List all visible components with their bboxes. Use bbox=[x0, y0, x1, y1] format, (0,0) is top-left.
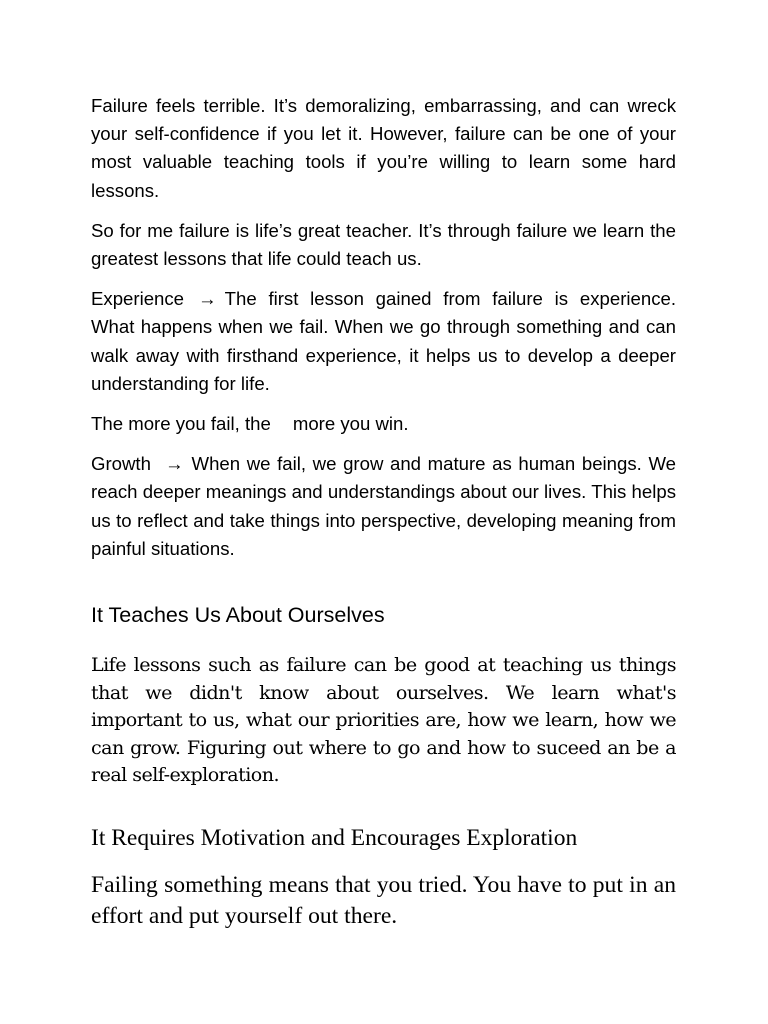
document-body bbox=[91, 92, 676, 932]
more-you-fail-text: The more you fail, the bbox=[91, 413, 271, 435]
paragraph-life-lessons: Life lessons such as failure can be good at teaching us things that we didn't know about ourselves. We learn what's important to us, what our priorities are, how we learn, how we can grow. Figuring out where to go and how to suceed an be a real self-exploration. bbox=[91, 653, 676, 787]
experience-text: The first lesson gained from failure is experience. What happens when we fail. When we go through something and can walk away with firsthand experience, it helps us to develop a deeper understanding for life. bbox=[91, 288, 676, 394]
paragraph-growth bbox=[91, 450, 676, 563]
experience-label: Experience bbox=[91, 288, 185, 310]
arrow-right-icon: → bbox=[198, 288, 217, 310]
heading-teaches-us-about-ourselves: It Teaches Us About Ourselves bbox=[91, 603, 385, 628]
paragraph-life-great-teacher: So for me failure is life’s great teacher. It’s through failure we learn the greatest lessons that life could teach us. bbox=[91, 219, 676, 270]
paragraph-failure-feels-terrible: Failure feels terrible. It’s demoralizing, embarrassing, and can wreck your self-confidence if you let it. However, failure can be one of your most valuable teaching tools if you’re willing to learn some hard lessons. bbox=[91, 95, 676, 201]
heading-requires-motivation: It Requires Motivation and Encourages Exploration bbox=[91, 824, 578, 851]
paragraph-failing-something: Failing something means that you tried. You have to put in an effort and put yourself out there. bbox=[91, 871, 676, 929]
paragraph-more-you-fail bbox=[91, 410, 676, 438]
paragraph-experience bbox=[91, 285, 676, 398]
growth-text: When we fail, we grow and mature as human beings. We reach deeper meanings and understandings about our lives. This helps us to reflect and take things into perspective, developing meaning from painful situations. bbox=[91, 453, 676, 559]
growth-label: Growth bbox=[91, 453, 151, 475]
arrow-right-icon: → bbox=[164, 453, 184, 475]
more-you-win-text: more you win. bbox=[292, 413, 409, 435]
